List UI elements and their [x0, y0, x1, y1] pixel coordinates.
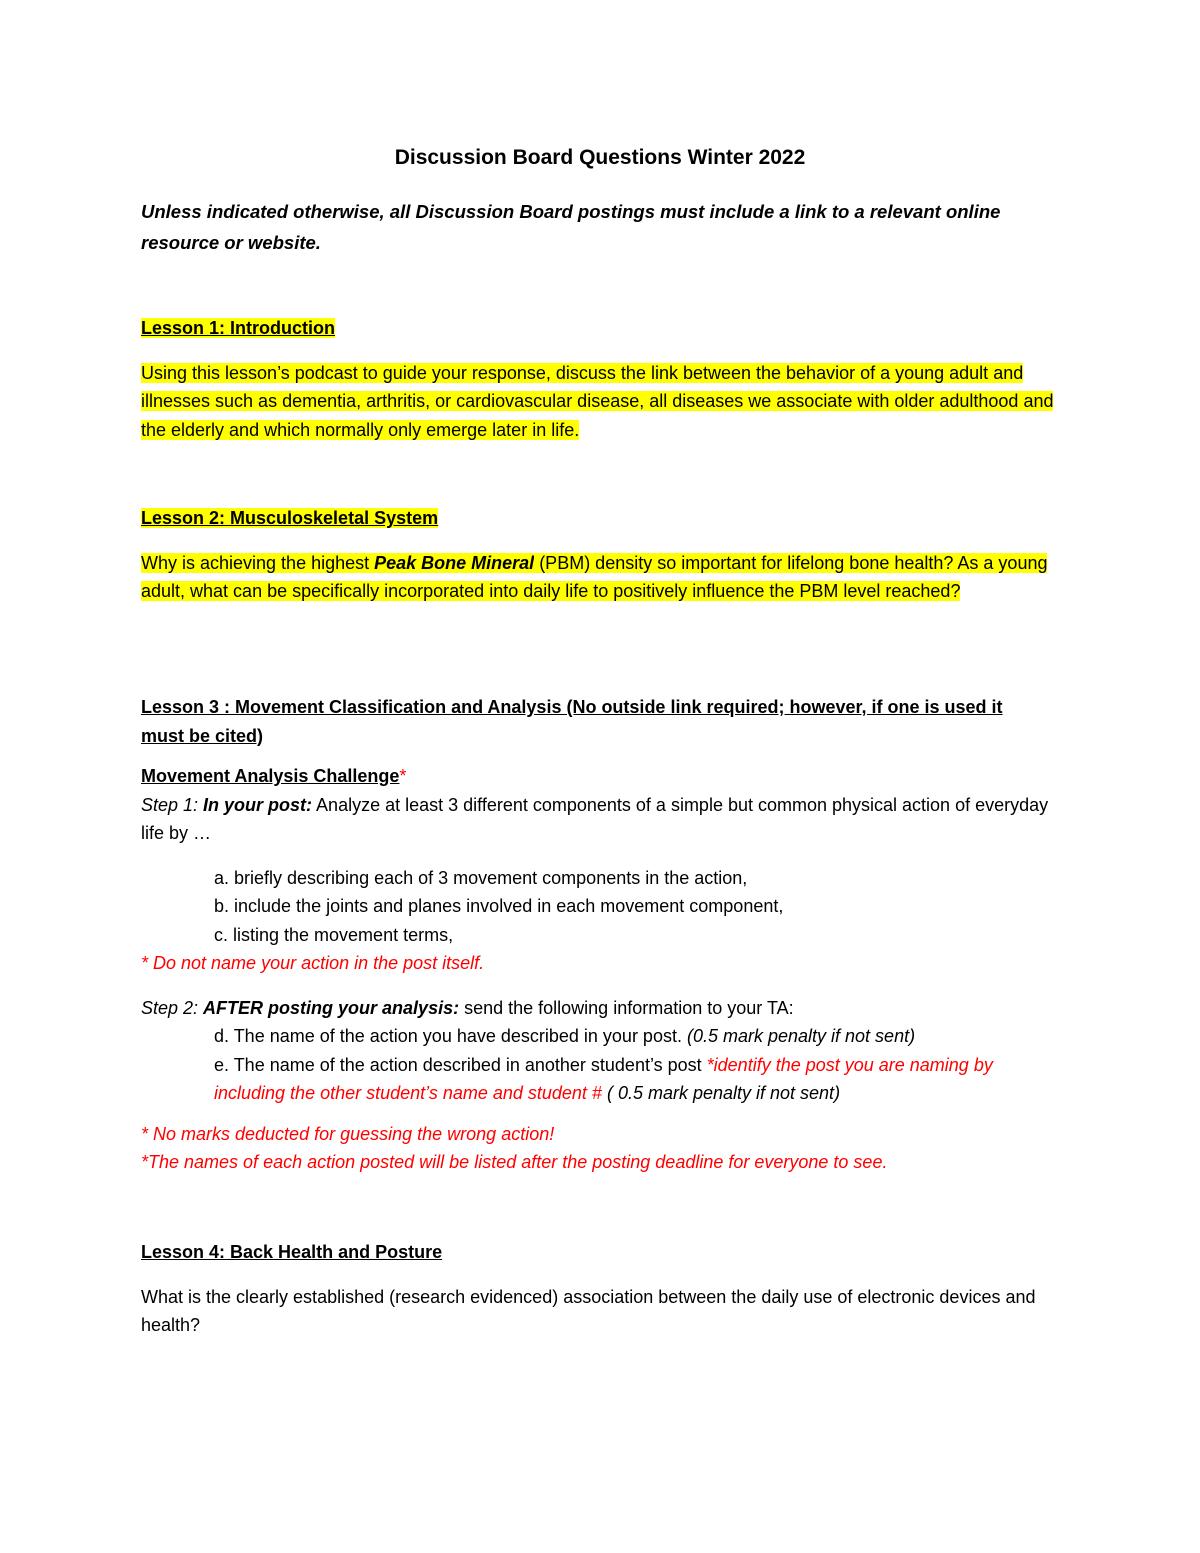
lesson-4-question: What is the clearly established (research evidenced) association between the daily use of electronic devices and health?: [141, 1286, 1036, 1335]
step-2-emphasis: AFTER posting your analysis:: [203, 997, 460, 1018]
step-2: [141, 994, 1066, 1023]
step-1: [141, 791, 1066, 848]
lesson-3-section: [141, 693, 1066, 1177]
step-2-text: send the following information to your TA:: [459, 997, 794, 1018]
step-1-list: [141, 864, 1066, 950]
step-1-text: Analyze at least 3 different components of a simple but common physical action of everyday life by …: [141, 794, 1049, 843]
document-title: Discussion Board Questions Winter 2022: [394, 146, 806, 169]
lesson-2-section: [141, 504, 1066, 606]
item-e-text: e. The name of the action described in another student’s post: [214, 1054, 707, 1075]
item-d-text: d. The name of the action you have described in your post.: [214, 1026, 687, 1046]
lesson-2-heading: Lesson 2: Musculoskeletal System: [141, 508, 439, 528]
list-item-e: [141, 1051, 1066, 1108]
item-d-penalty: (0.5 mark penalty if not sent): [686, 1026, 916, 1046]
item-e-penalty: ( 0.5 mark penalty if not sent): [606, 1083, 841, 1103]
intro-instructions: Unless indicated otherwise, all Discussion Board postings must include a link to a relevant online resource or website.: [141, 201, 1001, 253]
lesson-1-question: Using this lesson’s podcast to guide your response, discuss the link between the behavior of a young adult and illnesses such as dementia, arthritis, or cardiovascular disease, all diseases we associate with older adulthood and the elderly and which normally only emerge later in life.: [141, 362, 1054, 440]
lesson-2-question-start: Why is achieving the highest: [141, 552, 375, 573]
lesson-4-section: [141, 1238, 1066, 1340]
item-e-instruction: *identify the post you are naming by including the other student’s name and student #: [214, 1054, 993, 1103]
step-1-label: Step 1:: [141, 794, 204, 815]
note-names-listed: *The names of each action posted will be listed after the posting deadline for everyone to see.: [141, 1152, 888, 1172]
lesson-2-key-term: Peak Bone Mineral: [374, 552, 535, 573]
note-no-deduction: * No marks deducted for guessing the wrong action!: [141, 1123, 555, 1144]
list-item: a. briefly describing each of 3 movement components in the action,: [214, 867, 748, 888]
lesson-3-heading: Lesson 3 : Movement Classification and Analysis (No outside link required; however, if one is used it must be cited): [141, 697, 1003, 746]
lesson-1-heading: Lesson 1: Introduction: [141, 318, 336, 338]
lesson-4-heading: Lesson 4: Back Health and Posture: [141, 1242, 443, 1262]
challenge-title: Movement Analysis Challenge: [141, 766, 400, 786]
lesson-2-question-end: (PBM) density so important for lifelong bone health? As a young adult, what can be specifically incorporated into daily life to positively influence the PBM level reached?: [141, 552, 1048, 601]
lesson-2-question: [141, 549, 1066, 606]
list-item-d: [141, 1022, 1066, 1051]
lesson-1-section: [141, 314, 1066, 444]
step-1-emphasis: In your post:: [203, 794, 313, 815]
list-item: c. listing the movement terms,: [214, 924, 454, 945]
list-item: b. include the joints and planes involved in each movement component,: [214, 896, 784, 916]
challenge-asterisk: *: [399, 766, 407, 786]
note-do-not-name: * Do not name your action in the post itself.: [141, 953, 485, 973]
step-2-label: Step 2:: [141, 997, 204, 1018]
